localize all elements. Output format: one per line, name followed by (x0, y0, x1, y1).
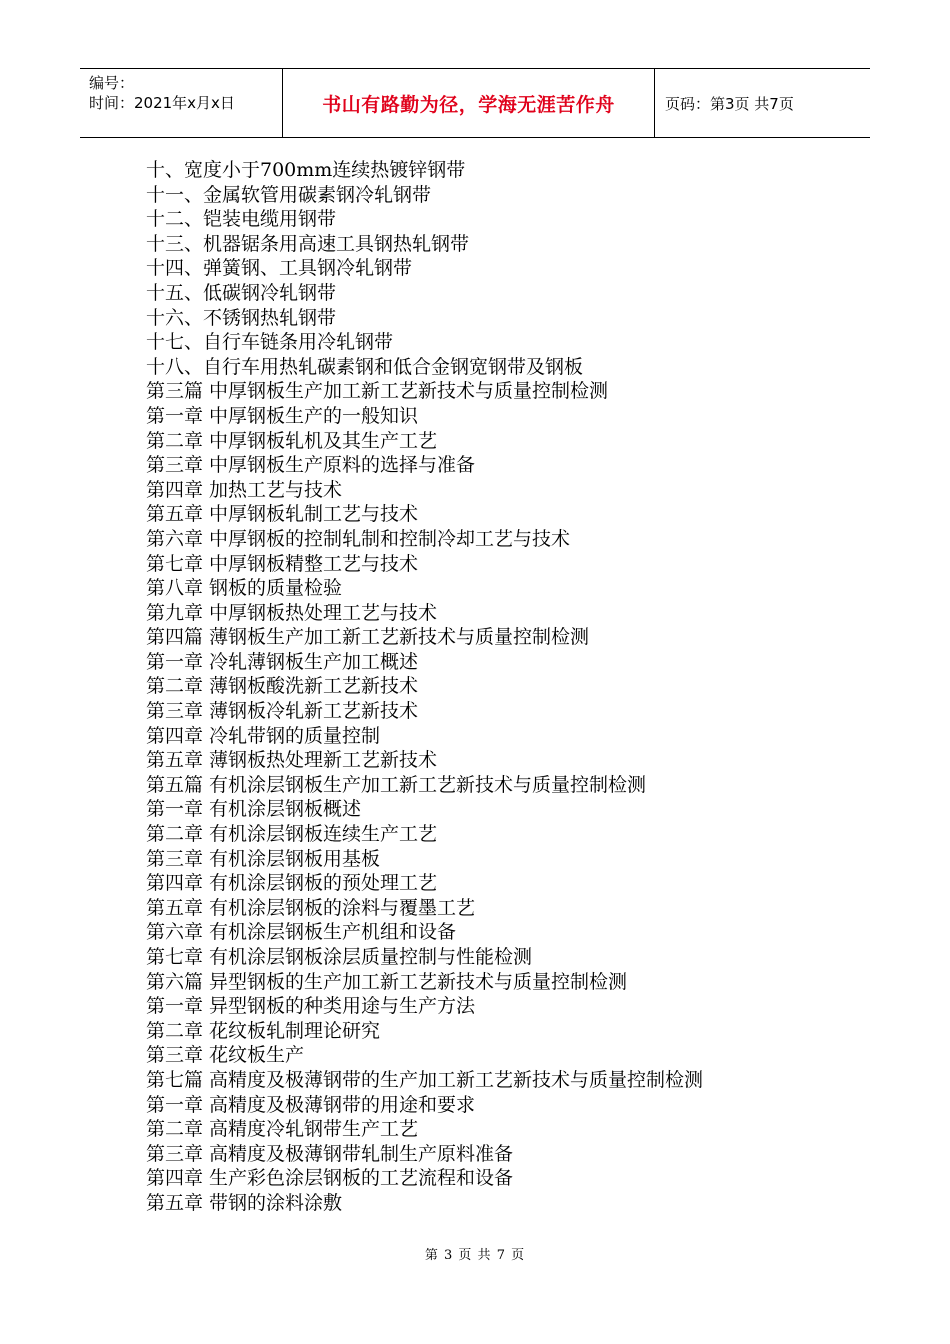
number-label: 编号： (89, 74, 135, 92)
footer-page-number: 第 3 页 共 7 页 (424, 1248, 526, 1263)
header-page-cell (655, 69, 870, 137)
toc-entry: 第四章 冷轧带钢的质量控制 (146, 724, 381, 747)
toc-entry: 第五章 薄钢板热处理新工艺新技术 (146, 749, 438, 772)
toc-entry: 第三章 高精度及极薄钢带轧制生产原料准备 (146, 1142, 514, 1165)
motto-text: 书山有路勤为径，学海无涯苦作舟 (322, 93, 615, 116)
header-meta-cell (80, 69, 283, 137)
toc-entry: 第五章 有机涂层钢板的涂料与覆墨工艺 (146, 896, 476, 919)
toc-entry: 第一章 中厚钢板生产的一般知识 (146, 404, 419, 427)
toc-entry: 第七篇 高精度及极薄钢带的生产加工新工艺新技术与质量控制检测 (146, 1068, 704, 1091)
toc-entry: 第六篇 异型钢板的生产加工新工艺新技术与质量控制检测 (146, 970, 628, 993)
toc-entry: 第六章 有机涂层钢板生产机组和设备 (146, 921, 457, 944)
toc-entry: 第四章 有机涂层钢板的预处理工艺 (146, 872, 438, 895)
toc-entry: 第四章 生产彩色涂层钢板的工艺流程和设备 (146, 1167, 514, 1190)
toc-entry: 十、宽度小于700mm连续热镀锌钢带 (146, 159, 466, 181)
toc-entry: 第三章 有机涂层钢板用基板 (146, 847, 381, 870)
toc-entry: 十六、不锈钢热轧钢带 (146, 306, 337, 329)
toc-entry: 第二章 花纹板轧制理论研究 (146, 1019, 381, 1042)
toc-entry: 第七章 有机涂层钢板涂层质量控制与性能检测 (146, 946, 533, 968)
toc-entry: 十八、自行车用热轧碳素钢和低合金钢宽钢带及钢板 (146, 355, 584, 378)
header-motto-cell (283, 69, 655, 137)
toc-entry: 第四篇 薄钢板生产加工新工艺新技术与质量控制检测 (146, 626, 590, 649)
toc-entry: 十五、低碳钢冷轧钢带 (146, 281, 337, 304)
toc-entry: 十四、弹簧钢、工具钢冷轧钢带 (146, 257, 413, 280)
toc-entry: 第一章 冷轧薄钢板生产加工概述 (146, 650, 419, 673)
time-label: 时间：2021年x月x日 (89, 94, 235, 112)
toc-entry: 第三章 薄钢板冷轧新工艺新技术 (146, 700, 419, 723)
toc-entry: 第一章 异型钢板的种类用途与生产方法 (146, 995, 476, 1018)
page-header (80, 68, 870, 138)
toc-entry: 十七、自行车链条用冷轧钢带 (146, 331, 394, 354)
toc-entry: 十三、机器锯条用高速工具钢热轧钢带 (146, 232, 470, 255)
toc-entry: 第四章 加热工艺与技术 (146, 478, 343, 501)
toc-entry: 第一章 有机涂层钢板概述 (146, 798, 362, 821)
toc-entry: 第二章 高精度冷轧钢带生产工艺 (146, 1118, 419, 1141)
toc-entry: 第五章 中厚钢板轧制工艺与技术 (146, 503, 419, 526)
toc-entry: 第二章 中厚钢板轧机及其生产工艺 (146, 429, 438, 452)
toc-entry: 第九章 中厚钢板热处理工艺与技术 (146, 601, 438, 624)
toc-entry: 第三篇 中厚钢板生产加工新工艺新技术与质量控制检测 (146, 380, 609, 403)
toc-entry: 第二章 薄钢板酸洗新工艺新技术 (146, 675, 419, 698)
toc-entry: 第六章 中厚钢板的控制轧制和控制冷却工艺与技术 (146, 527, 571, 550)
header-page-info: 页码：第3页 共7页 (665, 94, 794, 113)
toc-entry: 第二章 有机涂层钢板连续生产工艺 (146, 823, 438, 846)
toc-entry: 第七章 中厚钢板精整工艺与技术 (146, 552, 419, 575)
toc-entry: 第五章 带钢的涂料涂敷 (146, 1191, 343, 1214)
toc-entry: 第八章 钢板的质量检验 (146, 577, 343, 600)
toc-entry: 第一章 高精度及极薄钢带的用途和要求 (146, 1093, 476, 1116)
table-of-contents (146, 158, 846, 1216)
toc-entry: 第三章 中厚钢板生产原料的选择与准备 (146, 454, 476, 477)
toc-entry: 十二、铠装电缆用钢带 (146, 208, 337, 231)
toc-entry: 第三章 花纹板生产 (146, 1044, 305, 1067)
toc-entry: 第五篇 有机涂层钢板生产加工新工艺新技术与质量控制检测 (146, 773, 647, 796)
toc-entry: 十一、金属软管用碳素钢冷轧钢带 (146, 183, 432, 206)
page-footer (0, 1244, 950, 1263)
